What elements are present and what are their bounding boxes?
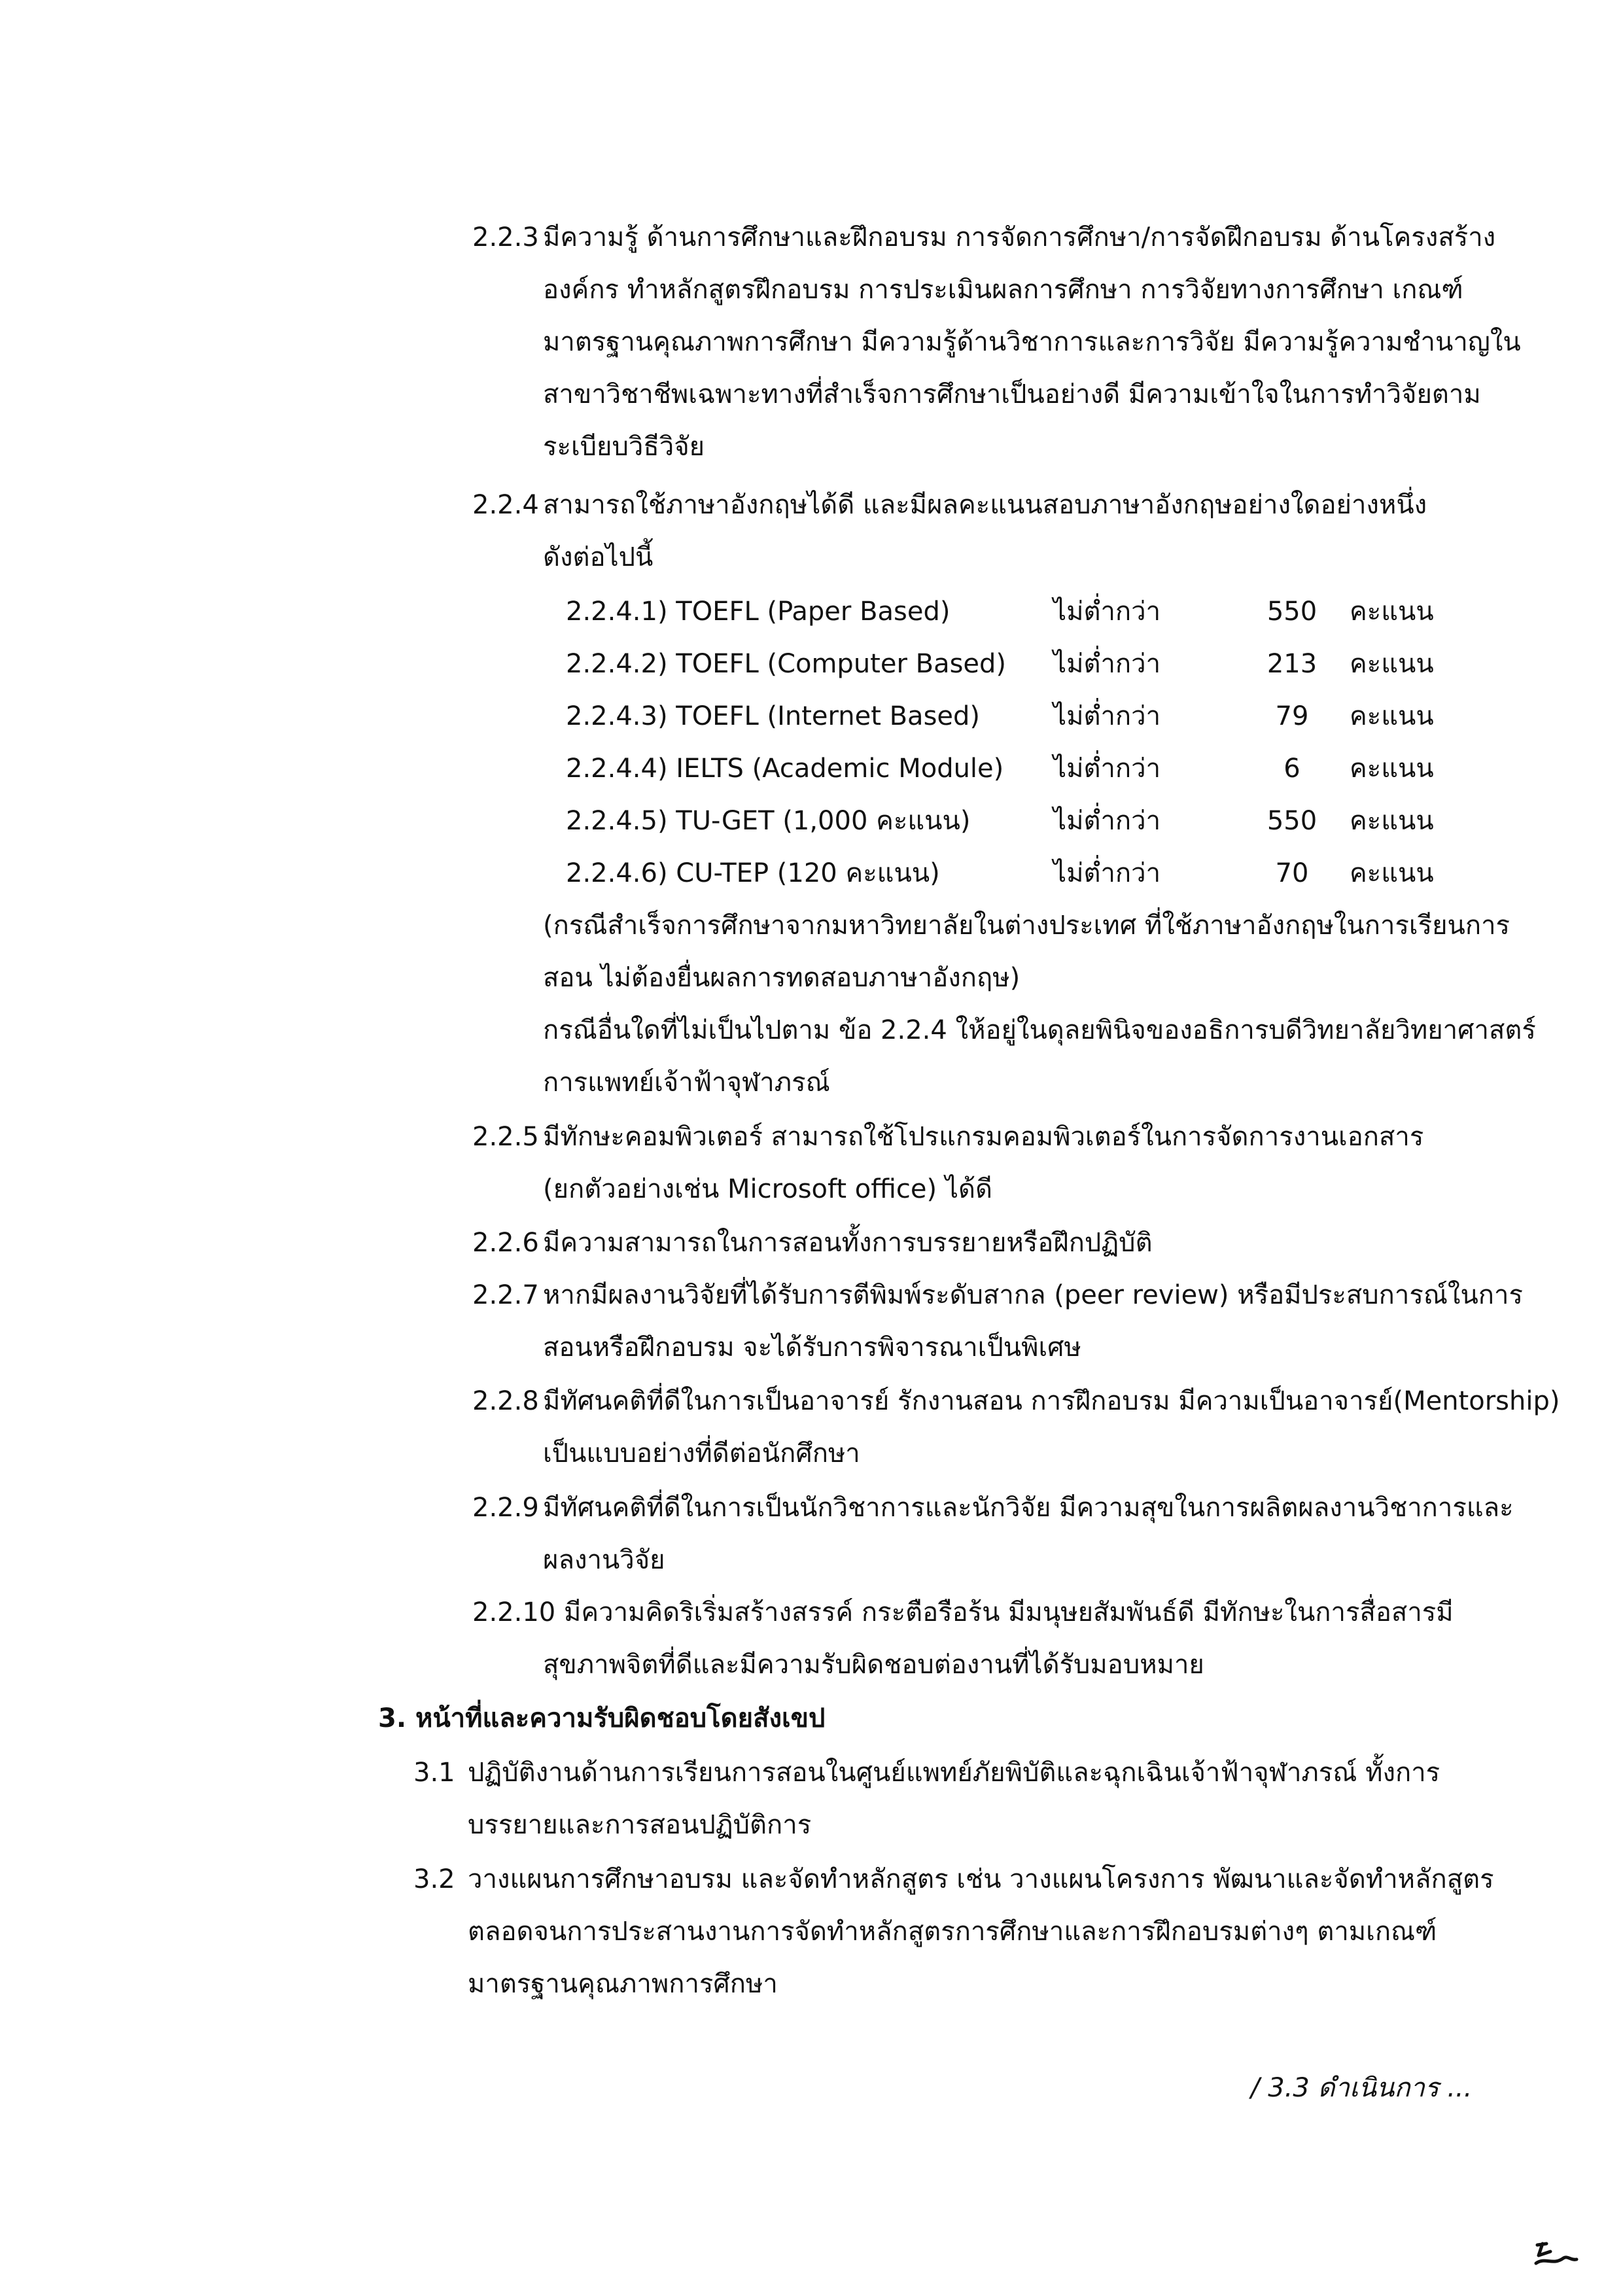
score-unit: คะแนน	[1350, 754, 1434, 784]
section-3-heading: 3. หน้าที่และความรับผิดชอบโดยสังเขป	[378, 1703, 826, 1733]
item-2-2-9-line-1: มีทัศนคติที่ดีในการเป็นนักวิชาการและนักวิจัย มีความสุขในการผลิตผลงานวิชาการและ	[543, 1493, 1514, 1523]
item-2-2-4-line-1: สามารถใช้ภาษาอังกฤษได้ดี และมีผลคะแนนสอบภาษาอังกฤษอย่างใดอย่างหนึ่ง	[543, 490, 1427, 520]
item-2-2-3-line-5: ระเบียบวิธีวิจัย	[543, 432, 705, 462]
continuation-note: / 3.3 ดำเนินการ ...	[1251, 2073, 1473, 2103]
item-3-2-line-3: มาตรฐานคุณภาพการศึกษา	[468, 1969, 778, 1999]
score-requirement: ไม่ต่ำกว่า	[1053, 701, 1161, 731]
item-number-2-2-7: 2.2.7	[472, 1280, 539, 1310]
score-value: 70	[1275, 858, 1309, 888]
score-requirement: ไม่ต่ำกว่า	[1053, 806, 1161, 836]
item-number-2-2-9: 2.2.9	[472, 1493, 539, 1523]
score-value: 79	[1275, 701, 1309, 731]
item-number-2-2-6: 2.2.6	[472, 1228, 539, 1258]
item-number-3-2: 3.2	[413, 1864, 455, 1894]
score-label: 2.2.4.4) IELTS (Academic Module)	[566, 754, 1004, 784]
score-unit: คะแนน	[1350, 597, 1434, 627]
item-2-2-7-line-1: หากมีผลงานวิจัยที่ได้รับการตีพิมพ์ระดับสากล (peer review) หรือมีประสบการณ์ในการ	[543, 1280, 1523, 1310]
score-label: 2.2.4.5) TU-GET (1,000 คะแนน)	[566, 806, 971, 836]
score-value: 550	[1266, 806, 1318, 836]
score-label: 2.2.4.3) TOEFL (Internet Based)	[566, 701, 981, 731]
item-number-2-2-8: 2.2.8	[472, 1386, 539, 1416]
item-2-2-5-line-2: (ยกตัวอย่างเช่น Microsoft office) ได้ดี	[543, 1174, 992, 1204]
item-3-2-line-1: วางแผนการศึกษาอบรม และจัดทำหลักสูตร เช่น วางแผนโครงการ พัฒนาและจัดทำหลักสูตร	[468, 1864, 1494, 1894]
item-2-2-3-line-4: สาขาวิชาชีพเฉพาะทางที่สำเร็จการศึกษาเป็นอย่างดี มีความเข้าใจในการทำวิจัยตาม	[543, 379, 1481, 409]
score-unit: คะแนน	[1350, 649, 1434, 679]
score-requirement: ไม่ต่ำกว่า	[1053, 858, 1161, 888]
score-unit: คะแนน	[1350, 806, 1434, 836]
score-value: 550	[1266, 597, 1318, 627]
item-2-2-10-line-1: มีความคิดริเริ่มสร้างสรรค์ กระตือรือร้น มีมนุษยสัมพันธ์ดี มีทักษะในการสื่อสารมี	[564, 1597, 1454, 1627]
item-number-2-2-5: 2.2.5	[472, 1122, 539, 1152]
item-2-2-10-line-2: สุขภาพจิตที่ดีและมีความรับผิดชอบต่องานที่ได้รับมอบหมาย	[543, 1650, 1204, 1680]
score-value: 213	[1266, 649, 1318, 679]
item-2-2-5-line-1: มีทักษะคอมพิวเตอร์ สามารถใช้โปรแกรมคอมพิวเตอร์ในการจัดการงานเอกสาร	[543, 1122, 1424, 1152]
item-2-2-3-line-3: มาตรฐานคุณภาพการศึกษา มีความรู้ด้านวิชาการและการวิจัย มีความรู้ความชำนาญใน	[543, 327, 1521, 357]
item-3-1-line-1: ปฏิบัติงานด้านการเรียนการสอนในศูนย์แพทย์ภัยพิบัติและฉุกเฉินเจ้าฟ้าจุฬาภรณ์ ทั้งการ	[468, 1758, 1440, 1788]
item-number-2-2-4: 2.2.4	[472, 490, 539, 520]
item-3-1-line-2: บรรยายและการสอนปฏิบัติการ	[468, 1810, 812, 1840]
score-value: 6	[1283, 754, 1300, 784]
item-2-2-7-line-2: สอนหรือฝึกอบรม จะได้รับการพิจารณาเป็นพิเศษ	[543, 1332, 1081, 1363]
score-label: 2.2.4.6) CU-TEP (120 คะแนน)	[566, 858, 940, 888]
item-number-2-2-3: 2.2.3	[472, 222, 539, 252]
item-number-3-1: 3.1	[413, 1758, 455, 1788]
item-2-2-4-note-3: กรณีอื่นใดที่ไม่เป็นไปตาม ข้อ 2.2.4 ให้อยู่ในดุลยพินิจของอธิการบดีวิทยาลัยวิทยาศาสตร์	[543, 1015, 1536, 1045]
score-requirement: ไม่ต่ำกว่า	[1053, 597, 1161, 627]
item-2-2-4-note-2: สอน ไม่ต้องยื่นผลการทดสอบภาษาอังกฤษ)	[543, 963, 1021, 993]
item-3-2-line-2: ตลอดจนการประสานงานการจัดทำหลักสูตรการศึกษาและการฝึกอบรมต่างๆ ตามเกณฑ์	[468, 1917, 1437, 1947]
item-number-2-2-10: 2.2.10	[472, 1597, 556, 1627]
score-unit: คะแนน	[1350, 858, 1434, 888]
item-2-2-3-line-1: มีความรู้ ด้านการศึกษาและฝึกอบรม การจัดการศึกษา/การจัดฝึกอบรม ด้านโครงสร้าง	[543, 222, 1496, 252]
item-2-2-8-line-2: เป็นแบบอย่างที่ดีต่อนักศึกษา	[543, 1438, 860, 1469]
score-requirement: ไม่ต่ำกว่า	[1053, 754, 1161, 784]
item-2-2-3-line-2: องค์กร ทำหลักสูตรฝึกอบรม การประเมินผลการศึกษา การวิจัยทางการศึกษา เกณฑ์	[543, 275, 1463, 305]
item-2-2-6-line-1: มีความสามารถในการสอนทั้งการบรรยายหรือฝึกปฏิบัติ	[543, 1228, 1153, 1258]
score-unit: คะแนน	[1350, 701, 1434, 731]
score-label: 2.2.4.1) TOEFL (Paper Based)	[566, 597, 951, 627]
item-2-2-4-note-4: การแพทย์เจ้าฟ้าจุฬาภรณ์	[543, 1068, 830, 1098]
item-2-2-4-note-1: (กรณีสำเร็จการศึกษาจากมหาวิทยาลัยในต่างประเทศ ที่ใช้ภาษาอังกฤษในการเรียนการ	[543, 911, 1510, 941]
handwritten-initial-mark	[1524, 2237, 1583, 2276]
item-2-2-4-line-2: ดังต่อไปนี้	[543, 542, 654, 572]
item-2-2-9-line-2: ผลงานวิจัย	[543, 1545, 665, 1575]
score-requirement: ไม่ต่ำกว่า	[1053, 649, 1161, 679]
item-2-2-8-line-1: มีทัศนคติที่ดีในการเป็นอาจารย์ รักงานสอน การฝึกอบรม มีความเป็นอาจารย์(Mentorship)	[543, 1386, 1560, 1416]
score-label: 2.2.4.2) TOEFL (Computer Based)	[566, 649, 1007, 679]
